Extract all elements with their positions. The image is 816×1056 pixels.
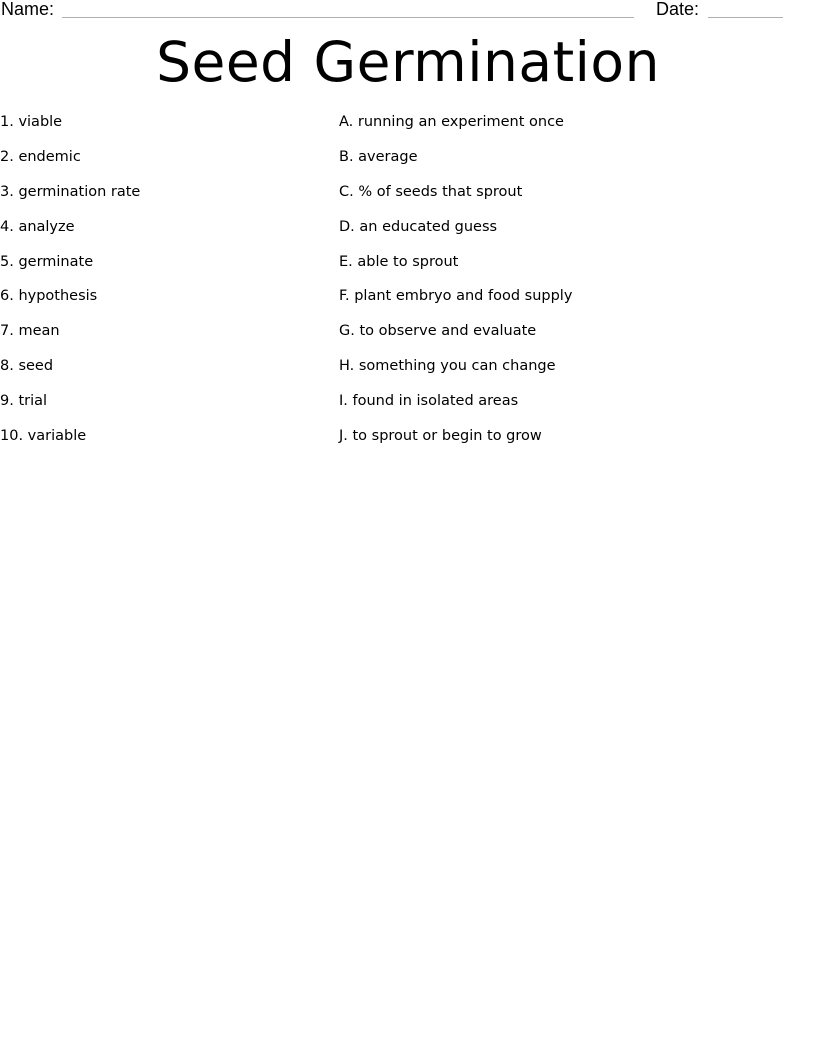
definition-item: D. an educated guess [339,218,498,235]
date-label: Date: [656,0,700,19]
term-item: 7. mean [0,323,60,340]
definition-item: G. to observe and evaluate [339,323,537,340]
definition-item: J. to sprout or begin to grow [339,428,542,445]
term-item: 6. hypothesis [0,288,98,305]
terms-list [0,110,330,459]
date-blank-line [708,17,783,18]
definition-item: I. found in isolated areas [339,393,519,410]
term-item: 3. germination rate [0,183,141,200]
name-label: Name: [1,0,55,19]
term-item: 8. seed [0,358,54,375]
term-item: 5. germinate [0,253,94,270]
term-item: 4. analyze [0,218,75,235]
worksheet-header [0,0,816,24]
page-title: Seed Germination [156,30,660,94]
term-item: 9. trial [0,393,48,410]
term-item: 1. viable [0,114,63,130]
definition-item: A. running an experiment once [339,114,564,130]
definition-item: H. something you can change [339,358,556,375]
definition-item: E. able to sprout [339,253,459,270]
term-item: 10. variable [0,428,87,445]
definition-item: C. % of seeds that sprout [339,183,523,200]
name-blank-line [62,17,634,18]
definition-item: F. plant embryo and food supply [339,288,573,305]
term-item: 2. endemic [0,148,81,165]
definitions-list [339,110,809,459]
definition-item: B. average [339,148,418,165]
